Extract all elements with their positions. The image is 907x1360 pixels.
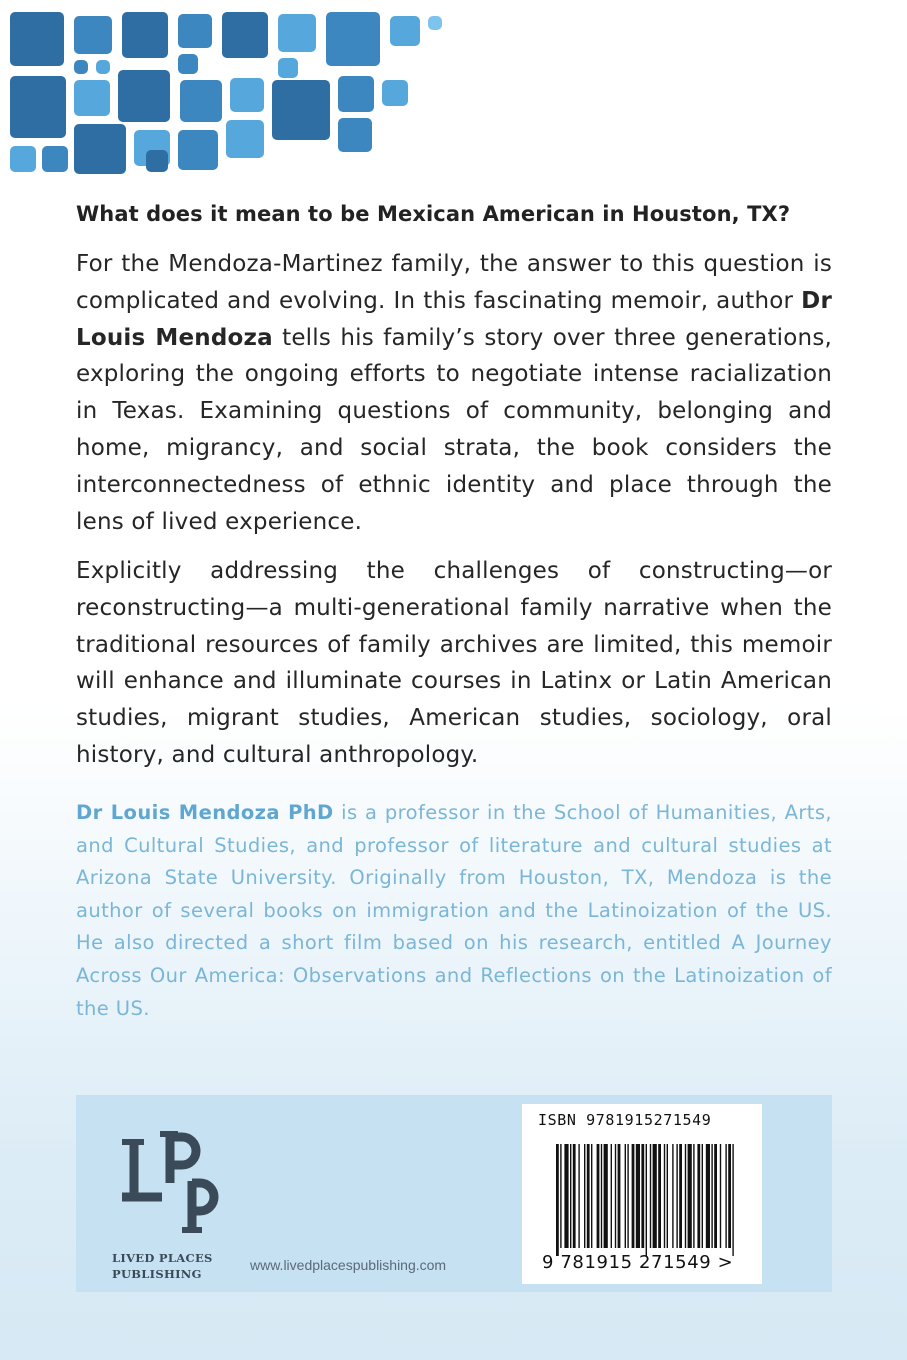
author-name: Dr Louis Mendoza — [76, 287, 832, 351]
tile — [390, 16, 420, 46]
tile — [178, 54, 198, 74]
barcode-bar — [627, 1144, 628, 1248]
barcode-bar — [706, 1144, 710, 1248]
tile — [178, 130, 218, 170]
synopsis-paragraph-2: Explicitly addressing the challenges of constructing—or reconstructing—a multi-generational family narrative when the traditional resources of family archives are limited, this memoir will enhance and illuminate courses in Latinx or Latin American studies, migrant studies, American studies, sociology, oral history, and cultural anthropology. — [76, 558, 832, 768]
publisher-name-line2: PUBLISHING — [112, 1267, 202, 1281]
tile — [278, 58, 298, 78]
publisher-logo — [112, 1125, 222, 1235]
barcode-bar — [570, 1144, 571, 1248]
barcode-bar — [650, 1144, 651, 1248]
barcode-bar — [697, 1144, 700, 1248]
barcode-bar — [646, 1144, 647, 1256]
barcode-bar — [601, 1144, 602, 1248]
barcode-bar — [725, 1144, 726, 1248]
barcode-bar — [667, 1144, 668, 1248]
barcode-bar — [587, 1144, 590, 1248]
tile — [42, 146, 68, 172]
synopsis-paragraph-1 — [76, 246, 832, 540]
barcode-bar — [564, 1144, 568, 1248]
tile — [74, 16, 112, 54]
barcode-bar — [653, 1144, 657, 1248]
barcode-bar — [604, 1144, 608, 1248]
isbn-label: ISBN 9781915271549 — [538, 1111, 712, 1129]
barcode-bar — [679, 1144, 682, 1248]
publisher-url: www.livedplacespublishing.com — [250, 1257, 447, 1273]
publisher-name — [112, 1250, 213, 1282]
barcode-bar — [693, 1144, 694, 1248]
barcode-bar — [584, 1144, 585, 1248]
barcode-box — [522, 1104, 762, 1284]
barcode-bar — [685, 1144, 686, 1248]
barcode-bar — [625, 1144, 626, 1248]
barcode-bar — [728, 1144, 731, 1248]
barcode-bar — [632, 1144, 635, 1248]
tile — [338, 118, 372, 152]
bio-text: is a professor in the School of Humanities, Arts, and Cultural Studies, and professor of literature and cultural studies at Arizona State University. Originally from Houston, TX, Mendoza is the author of several books on immigration and the Latinoization of the US. He also directed a short film based on his research, entitled A Journey Across Our America: Observations and Reflections on the Latinoization of the US. — [76, 801, 833, 1020]
tile — [10, 76, 66, 138]
tile — [10, 12, 64, 66]
barcode — [556, 1144, 736, 1256]
tile — [226, 120, 264, 158]
footer-band — [76, 1095, 832, 1292]
barcode-bar — [720, 1144, 721, 1248]
tile — [382, 80, 408, 106]
tile — [96, 60, 110, 74]
tile — [278, 14, 316, 52]
synopsis-text-after: tells his family’s story over three generations, exploring the ongoing efforts to negotiate intense racialization in Texas. Examining questions of community, belonging and home, migrancy, and social strata, the book considers the interconnectedness of ethnic identity and place through the lens of lived experience. — [76, 324, 833, 535]
tile — [122, 12, 168, 58]
tile — [118, 70, 170, 122]
tile — [272, 80, 330, 140]
tile — [74, 60, 88, 74]
barcode-bar — [615, 1144, 616, 1248]
barcode-bar — [573, 1144, 576, 1248]
tile — [74, 124, 126, 174]
tile — [326, 12, 380, 66]
publisher-name-line1: LIVED PLACES — [112, 1251, 213, 1265]
headline: What does it mean to be Mexican American in Houston, TX? — [76, 202, 791, 226]
tile — [230, 78, 264, 112]
barcode-bar — [702, 1144, 703, 1248]
synopsis-text-before: For the Mendoza-Martinez family, the answer to this question is complicated and evolving. In this fascinating memoir, author — [76, 251, 832, 314]
barcode-bar — [676, 1144, 677, 1248]
barcode-bar — [578, 1144, 579, 1248]
barcode-bar — [560, 1144, 561, 1248]
barcode-bar — [672, 1144, 673, 1248]
barcode-bar — [732, 1144, 733, 1256]
barcode-bar — [664, 1144, 665, 1248]
tile-mosaic — [0, 0, 460, 180]
tile — [180, 80, 222, 122]
barcode-bar — [714, 1144, 717, 1248]
tile — [428, 16, 442, 30]
barcode-bar — [556, 1144, 559, 1256]
tile — [222, 12, 268, 58]
bio-author-name: Dr Louis Mendoza PhD — [76, 801, 334, 824]
author-bio — [76, 797, 832, 1025]
barcode-bar — [688, 1144, 692, 1248]
barcode-bar — [711, 1144, 712, 1248]
tile — [10, 146, 36, 172]
tile — [146, 150, 168, 172]
barcode-bar — [641, 1144, 644, 1248]
barcode-bar — [618, 1144, 621, 1248]
barcode-bar — [591, 1144, 592, 1248]
barcode-bar — [597, 1144, 600, 1248]
tile — [178, 14, 212, 48]
barcode-bar — [611, 1144, 612, 1248]
isbn-digits: 9 781915 271549 > — [542, 1252, 734, 1273]
barcode-bar — [636, 1144, 640, 1248]
tile — [338, 76, 374, 112]
tile — [74, 80, 110, 116]
barcode-bar — [658, 1144, 661, 1248]
